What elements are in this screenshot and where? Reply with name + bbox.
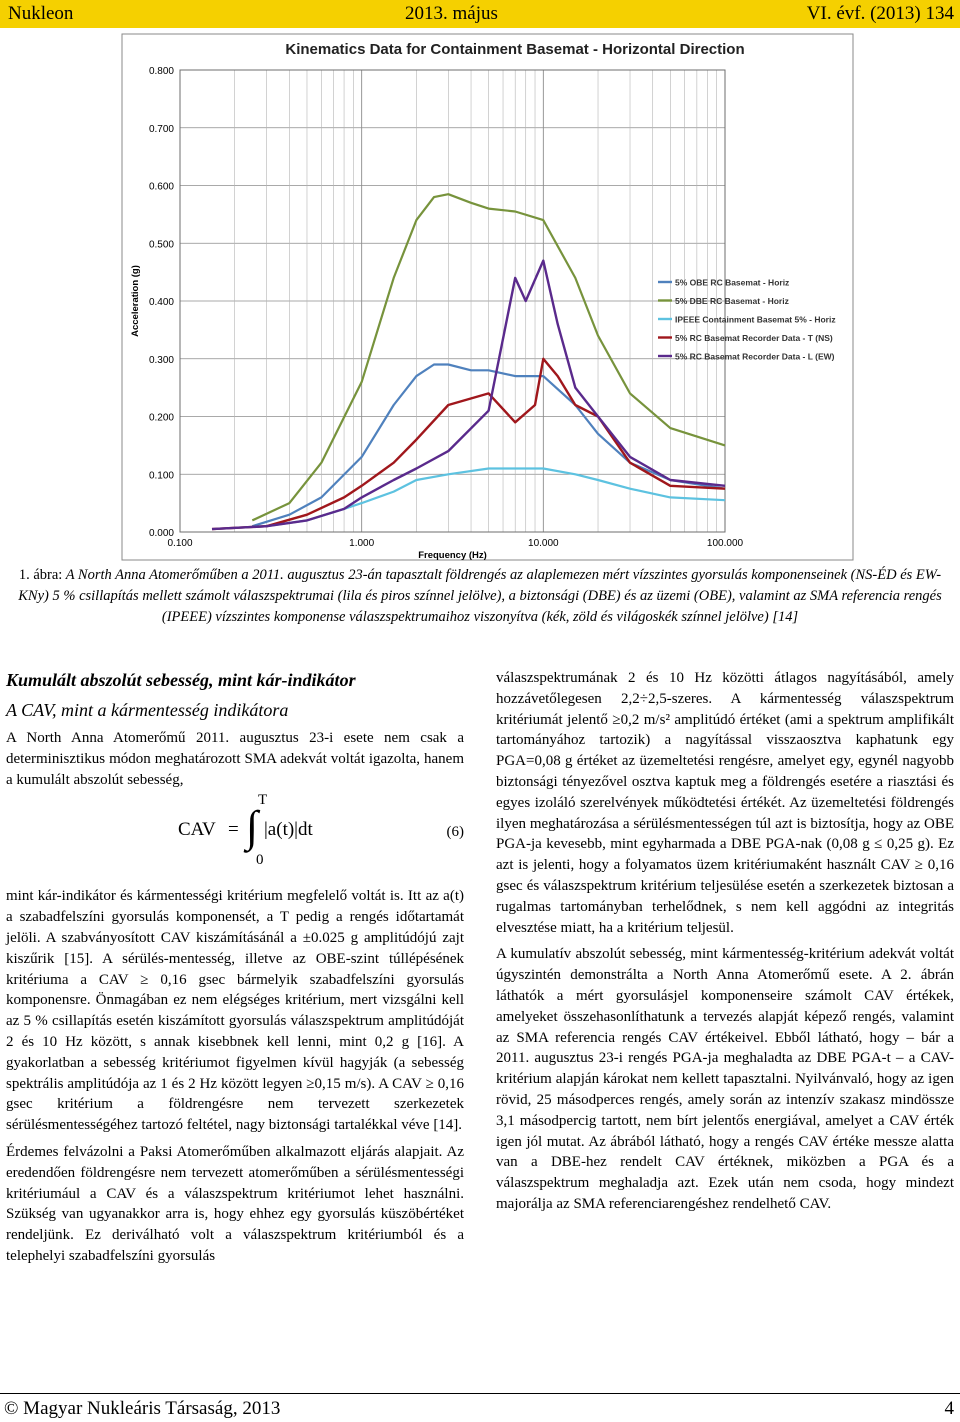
volume-info: VI. évf. (2013) 134	[806, 3, 954, 24]
copyright-notice: © Magyar Nukleáris Társaság, 2013	[4, 1398, 281, 1419]
y-tick-label: 0.000	[148, 528, 174, 539]
x-tick-label: 10.000	[528, 538, 559, 549]
paragraph: A kumulatív abszolút sebesség, mint kármentesség-kritérium adekvát voltát úgyszintén demonstrálta a North Anna Atomerőmű esete. A 2. ábrán láthatók a mért gyorsulásjel komponenseire számolt CAV értékek, amelyeket összehasonlíthatunk a tervezés alapját képező rengés, valamint az SMA referencia rengés CAV értékeivel. Ebből látható, hogy – bár a 2011. augusztus 23-i rengés PGA-ja meghaladta az DBE PGA-t – a CAV-kritérium alapján károkat nem kellett tapasztalni. Nyilvánvaló, hogy az igen rövid, 25 másodperces rengés, amely során az intenzív szakasz mindössze 3,1 másodpercig tartott, nem bírt jelentős energiával, amelyet a CAV érték igen jól mutat. Az ábrából látható, hogy a rengés CAV értéke messze alatta van a DBE-hez rendelt CAV értéknek, miközben a PGA és a válaszspektrum meghaladja azt. Ezek után nem csoda, hogy mindezt majorálja az SMA referenciarengéshez rendelhető CAV.	[496, 946, 954, 1212]
y-tick-label: 0.200	[148, 412, 174, 424]
paragraph: A North Anna Atomerőmű 2011. augusztus 23-i esete nem csak a determinisztikus módon meghatározott SMA adekvát voltát igazolta, hanem a kumulált abszolút sebesség,	[6, 730, 464, 788]
paragraph: Érdemes felvázolni a Paksi Atomerőműben alkalmazott eljárás alapjait. Az eredendően földrengésre nem tervezett atomerőműben a sérülésmentességi kritériumául a CAV és a válaszspektrum kritériumot lehet használni. Szükség van ugyanakkor arra is, hogy ehhez egy gyorsulás küszöbértéket rendeljünk. Ez deriválható volt a válaszspektrum kritériumból és a telephelyi szabadfelszíni gyorsulás	[6, 1143, 464, 1264]
legend-entry: 5% RC Basemat Recorder Data - L (EW)	[675, 351, 835, 362]
journal-name: Nukleon	[8, 3, 74, 24]
y-tick-label: 0.300	[148, 354, 174, 366]
legend-entry: 5% OBE RC Basemat - Horiz	[675, 277, 790, 288]
subsection-title: A CAV, mint a kármentesség indikátora	[6, 700, 289, 720]
figure-label: 1. ábra:	[18, 567, 63, 583]
y-tick-label: 0.800	[148, 66, 174, 77]
y-tick-label: 0.500	[148, 239, 174, 251]
integral-upper-limit: T	[258, 792, 268, 809]
formula-lhs: CAV	[178, 819, 216, 841]
legend-entry: IPEEE Containment Basemat 5% - Horiz	[675, 314, 836, 325]
y-tick-label: 0.700	[148, 123, 174, 135]
footer-divider	[0, 1393, 960, 1394]
integral-lower-limit: 0	[256, 852, 264, 869]
paragraph: válaszspektrumának 2 és 10 Hz közötti átlagos nagyításából, amely hozzávetőlegesen 2,2÷2,5-szeres. A kármentesség válaszspektrum kritériumát jelentő ≥0,2 m/s² amplitúdó értéket (ami a spektrum amplifikált tartományához tartozik) a nagyítással visszaosztva kaphatunk egy PGA=0,08 g értéket az üzemeltetési rengésre, amelyet egy, egynél nagyobb biztonsági tényezővel osztva kaptuk meg a földrengés esetére a riasztási és egyes izoláló szerelvények működtetési értékét. Az üzemeltetési földrengés ilyen meghatározása a sérülésmentességen túl azt is biztosítja, hogy az OBE PGA-ja kevesebb, mint egyharmada a DBE PGA-nak (0,08 g ≤ 0,25 g). Ez azt is jelenti, hogy a folyamatos üzem kritériumaként használt CAV ≥ 0,16 gsec és válaszspektrum kritérium teljesülése esetén a szerkezetek biztosan a rugalmas tartományban terhelődnek, s nem kell aggódni az integritás elvesztése miatt, ha a kritérium teljesül.	[496, 670, 954, 936]
x-tick-label: 0.100	[167, 538, 193, 549]
y-axis-label: Acceleration (g)	[130, 265, 141, 337]
running-header	[0, 0, 960, 28]
x-tick-label: 100.000	[706, 538, 744, 549]
y-tick-label: 0.600	[148, 181, 174, 193]
figure-caption-text: A North Anna Atomerőműben a 2011. augusztus 23-án tapasztalt földrengés az alaplemezen mért vízszintes gyorsulás komponenseinek (NS-ÉD és EW-KNy) 5 % csillapítás mellett számolt válaszspektrumai (lila és piros színnel jelölve), a biztonsági (DBE) és az üzemi (OBE), valamint az SMA referencia rengés (IPEEE) vízszintes komponense válaszspektrumaihoz viszonyítva (kék, zöld és világoskék színnel jelölve) [14]	[18, 567, 942, 625]
response-spectrum-chart	[120, 32, 855, 562]
formula-equals: =	[228, 819, 239, 841]
page-number: 4	[944, 1398, 954, 1419]
figure-caption	[18, 565, 942, 628]
paragraph: mint kár-indikátor és kármentességi kritérium megfelelő voltát is. Itt az a(t) a szabadfelszíni gyorsulás komponensét, a T pedig a rengés időtartamát jelöli. A szabványosított CAV kiszámításánál a ±0.025 g amplitúdójú zajt kiszűrik [15]. A sérülés-mentesség, illetve az OBE-szint túllépésének kritériuma a CAV ≥ 0,16 gsec bármelyik szabadfelszíni gyorsulás komponensre. Önmagában ez nem elégséges kritérium, mert vizsgálni kell az 5 % csillapítás esetén kiszámított gyorsulás válaszspektrum amplitúdóját 2 és 10 Hz között, s annak kisebbnek kell lenni, mint 0,2 g [16]. A gyakorlatban a sebesség kritériumot figyelmen kívül hagyják (a sebesség spektrális amplitúdója az 1 és 2 Hz között legyen ≥0,15 m/s). A CAV ≥ 0,16 gsec kritérium a földrengésre nem tervezett szerkezetek sérülésmentességéhez tartozó feltétel, nagy biztonsági tartalékkal véve [14].	[6, 888, 464, 1134]
cav-formula	[6, 792, 464, 876]
integral-sign: ∫	[246, 802, 259, 852]
x-tick-label: 1.000	[349, 538, 375, 549]
legend-entry: 5% RC Basemat Recorder Data - T (NS)	[675, 333, 833, 343]
chart-canvas	[120, 32, 855, 562]
integrand: |a(t)|dt	[264, 819, 313, 841]
left-column	[6, 668, 464, 1273]
y-tick-label: 0.100	[148, 470, 174, 482]
issue-date: 2013. május	[405, 3, 498, 24]
section-title: Kumulált abszolút sebesség, mint kár-indikátor	[6, 670, 356, 690]
chart-title: Kinematics Data for Containment Basemat - Horizontal Direction	[285, 41, 745, 58]
equation-number: (6)	[446, 824, 464, 841]
y-tick-label: 0.400	[148, 297, 174, 308]
x-axis-label: Frequency (Hz)	[418, 550, 487, 561]
right-column	[496, 668, 954, 1221]
legend-entry: 5% DBE RC Basemat - Horiz	[675, 296, 789, 306]
